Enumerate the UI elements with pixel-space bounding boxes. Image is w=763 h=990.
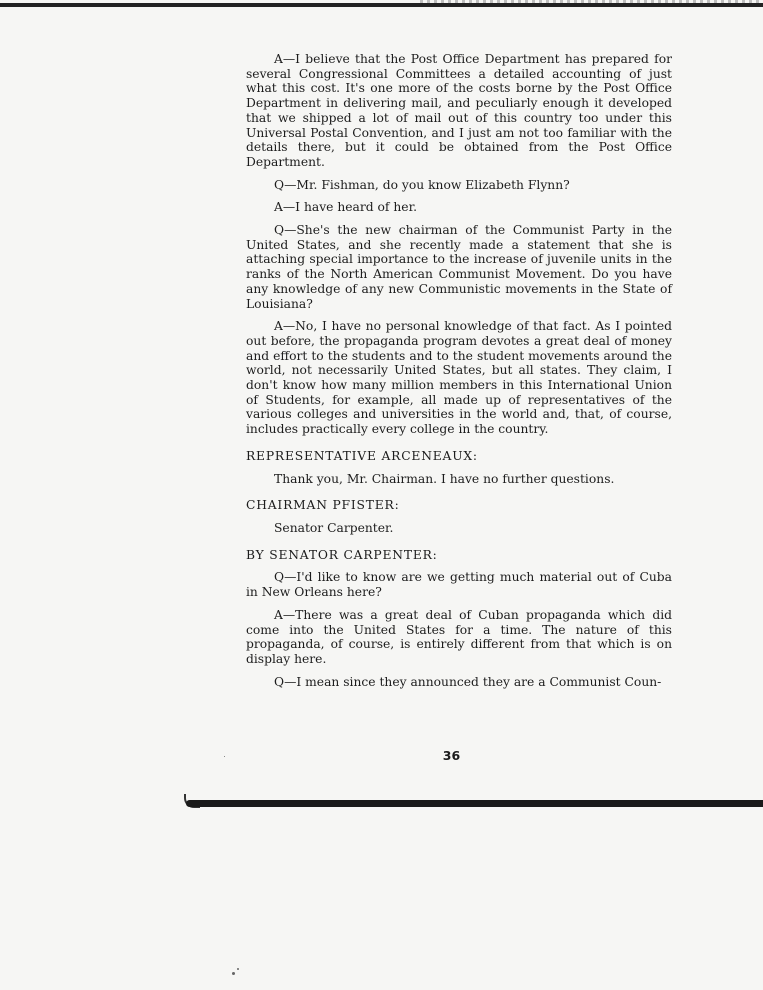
transcript-body xyxy=(246,52,672,689)
page-number: 36 xyxy=(442,748,461,763)
bottom-border-rule xyxy=(186,800,763,807)
question-paragraph: Q—She's the new chairman of the Communist Party in the United States, and she recently made a statement that she is attaching special importance to the increase of juvenile units in the ranks of the North American Communist Movement. Do you have any knowledge of any new Communistic movements in the State of Louisiana? xyxy=(246,223,672,311)
answer-paragraph: A—I have heard of her. xyxy=(274,200,418,215)
statement-line: Senator Carpenter. xyxy=(274,520,394,535)
scan-speck xyxy=(237,968,239,970)
statement-line: Thank you, Mr. Chairman. I have no further questions. xyxy=(274,471,615,486)
top-border-rule xyxy=(0,3,763,7)
speaker-heading: BY SENATOR CARPENTER: xyxy=(246,547,438,562)
answer-paragraph: A—I believe that the Post Office Department has prepared for several Congressional Committees a detailed accounting of just what this cost. It's one more of the costs borne by the Post Office Department in delivering mail, and peculiarly enough it developed that we shipped a lot of mail out of this country too under this Universal Postal Convention, and I just am not too familiar with the details there, but it could be obtained from the Post Office Department. xyxy=(246,52,672,169)
scan-speck xyxy=(224,756,225,757)
question-paragraph: Q—I mean since they announced they are a Communist Coun- xyxy=(274,674,662,689)
speaker-heading: CHAIRMAN PFISTER: xyxy=(246,498,400,513)
speaker-heading: REPRESENTATIVE ARCENEAUX: xyxy=(246,448,478,463)
answer-paragraph: A—There was a great deal of Cuban propaganda which did come into the United States for a time. The nature of this propaganda, of course, is entirely different from that which is on display here. xyxy=(246,607,672,666)
answer-paragraph: A—No, I have no personal knowledge of that fact. As I pointed out before, the propaganda program devotes a great deal of money and effort to the students and to the student movements around the world, not necessarily United States, but all states. They claim, I don't know how many million members in this International Union of Students, for example, all made up of representatives of the various colleges and universities in the world and, that, of course, includes practically every college in the country. xyxy=(246,319,672,437)
question-paragraph: Q—Mr. Fishman, do you know Elizabeth Flynn? xyxy=(274,177,570,192)
scan-speck xyxy=(232,972,235,975)
question-paragraph: Q—I'd like to know are we getting much material out of Cuba in New Orleans here? xyxy=(246,570,672,600)
